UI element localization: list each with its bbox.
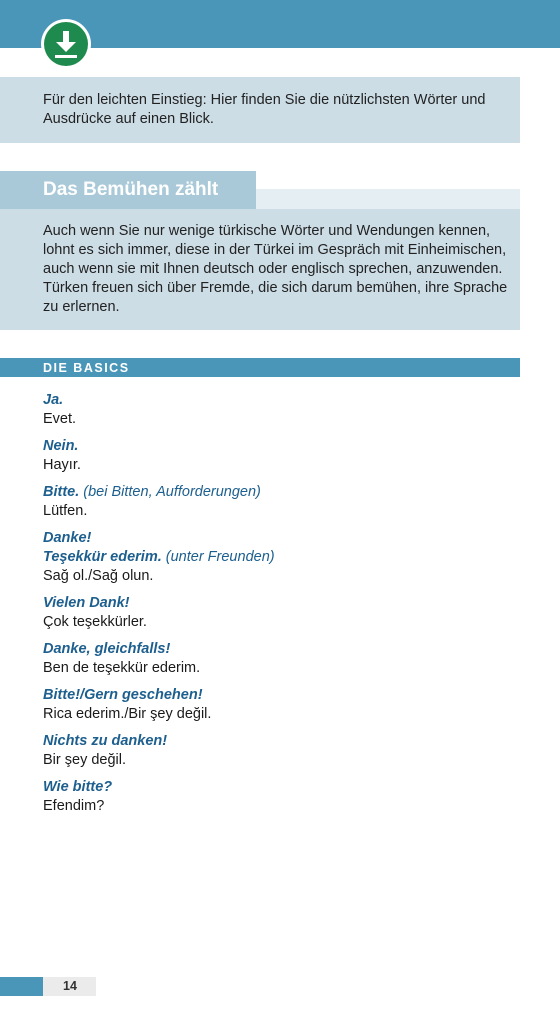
phrase-item xyxy=(43,594,513,632)
german-phrase: Nichts zu danken! xyxy=(43,733,168,749)
turkish-phrase: Bir şey değil. xyxy=(43,752,127,768)
download-icon[interactable] xyxy=(41,19,91,69)
phrase-item xyxy=(43,732,513,770)
section-title: Das Bemühen zählt xyxy=(43,179,219,200)
german-phrase: Teşekkür ederim. (unter Freunden) xyxy=(43,549,275,565)
phrase-item xyxy=(43,778,513,816)
page-number: 14 xyxy=(63,979,77,993)
german-phrase: Ja. xyxy=(43,392,64,408)
german-phrase: Danke! xyxy=(43,530,92,546)
german-phrase: Bitte!/Gern geschehen! xyxy=(43,687,203,703)
phrase-item xyxy=(43,686,513,724)
section-tab-line xyxy=(256,189,520,209)
phrase-item xyxy=(43,640,513,678)
turkish-phrase: Lütfen. xyxy=(43,503,88,519)
section-body xyxy=(0,209,520,330)
german-phrase: Vielen Dank! xyxy=(43,595,130,611)
turkish-phrase: Evet. xyxy=(43,411,77,427)
turkish-phrase: Çok teşekkürler. xyxy=(43,614,147,630)
turkish-phrase: Sağ ol./Sağ olun. xyxy=(43,568,154,584)
phrase-item xyxy=(43,437,513,475)
phrase-list xyxy=(43,391,513,824)
german-phrase: Bitte. (bei Bitten, Aufforderungen) xyxy=(43,484,261,500)
basics-title: DIE BASICS xyxy=(43,361,130,375)
basics-header xyxy=(0,358,520,377)
intro-text: Für den leichten Einstieg: Hier finden Sie die nützlichsten Wörter und Ausdrücke auf einen Blick. xyxy=(43,92,486,127)
page-number-box xyxy=(43,977,96,996)
german-phrase: Danke, gleichfalls! xyxy=(43,641,171,657)
footer-bar xyxy=(0,977,43,996)
phrase-item xyxy=(43,483,513,521)
turkish-phrase: Efendim? xyxy=(43,798,105,814)
turkish-phrase: Ben de teşekkür ederim. xyxy=(43,660,201,676)
german-phrase: Wie bitte? xyxy=(43,779,113,795)
intro-box xyxy=(0,77,520,143)
turkish-phrase: Rica ederim./Bir şey değil. xyxy=(43,706,212,722)
german-phrase: Nein. xyxy=(43,438,79,454)
section-tab xyxy=(0,171,256,209)
section-text: Auch wenn Sie nur wenige türkische Wörter und Wendungen kennen, lohnt es sich immer, diese in der Türkei im Gespräch mit Einheimischen, auch wenn sie mit Ihnen deutsch oder englisch sprechen, anzuwenden. Türken freuen sich über Fremde, die sich darum bemühen, ihre Sprache zu erlernen. xyxy=(43,223,508,315)
turkish-phrase: Hayır. xyxy=(43,457,81,473)
phrase-item xyxy=(43,529,513,586)
phrase-item xyxy=(43,391,513,429)
